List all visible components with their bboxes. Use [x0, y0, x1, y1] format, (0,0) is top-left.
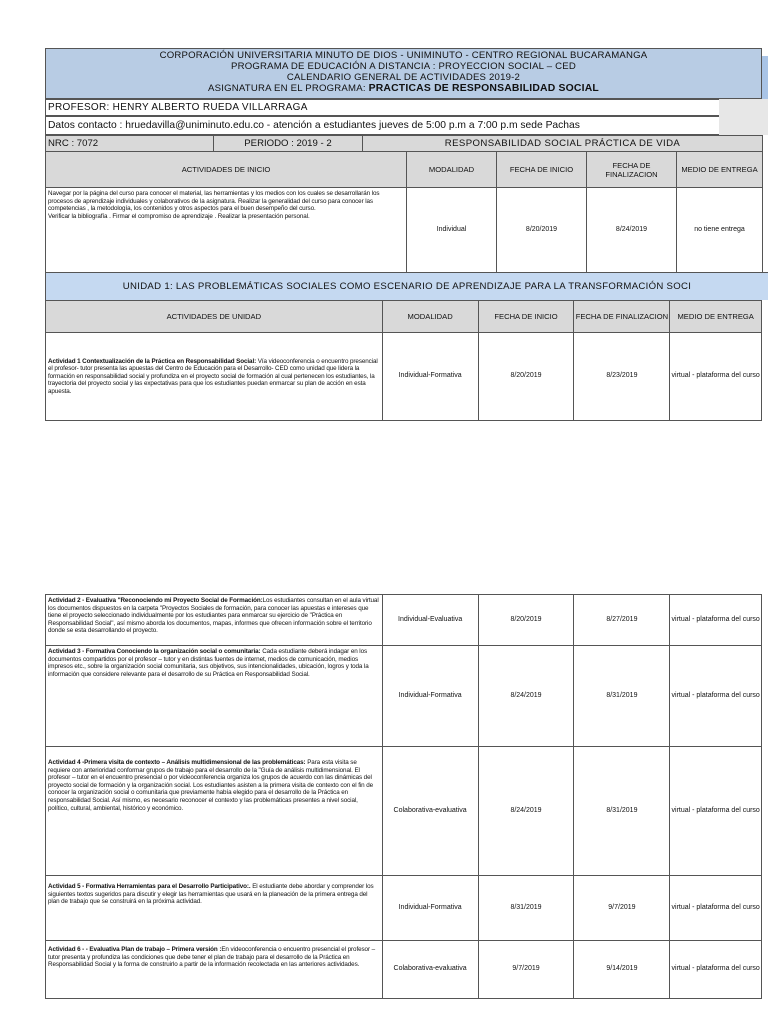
- col-modalidad: MODALIDAD: [382, 301, 478, 333]
- activity-title: Actividad 1 Contextualización de la Práctica en Responsabilidad Social:: [48, 357, 257, 365]
- inicio-medio: no tiene entrega: [677, 188, 763, 273]
- activity-fecha-inicio: 8/20/2019: [478, 595, 574, 646]
- col-fecha-inicio: FECHA DE INICIO: [497, 152, 587, 188]
- col-medio-entrega: MEDIO DE ENTREGA: [677, 152, 763, 188]
- professor-name: PROFESOR: HENRY ALBERTO RUEDA VILLARRAGA: [48, 102, 308, 113]
- activity-title: Actividad 6 - - Evaluativa Plan de trabajo – Primera versión :: [48, 946, 222, 953]
- inicio-fecha-inicio: 8/20/2019: [497, 188, 587, 273]
- professor-row: [45, 99, 768, 116]
- info-row: [46, 136, 763, 152]
- activity-title: Actividad 5 - Formativa Herramientas para el Desarrollo Participativo:.: [48, 883, 251, 890]
- col-fecha-fin: FECHA DE FINALIZACION: [587, 152, 677, 188]
- activity-fecha-fin: 8/23/2019: [574, 333, 670, 421]
- activity-body: El estudiante debe abordar y comprender los siguientes textos sugeridos para discutir y elegir las herramientas que usará en la planeación de la primera entrega del plan de trabajo que se construirá en la próxima actividad.: [48, 883, 374, 906]
- activity-medio: virtual - plataforma del curso: [670, 646, 762, 747]
- activity-description: [46, 646, 383, 747]
- activity-description: [46, 333, 383, 421]
- activity-modalidad: Colaborativa-evaluativa: [382, 747, 478, 876]
- col-medio-entrega: MEDIO DE ENTREGA: [670, 301, 762, 333]
- inicio-modalidad: Individual: [407, 188, 497, 273]
- activities-table: [45, 594, 762, 999]
- contact-row: [45, 116, 768, 135]
- activity-fecha-inicio: 8/24/2019: [478, 646, 574, 747]
- col-actividades-inicio: ACTIVIDADES DE INICIO: [46, 152, 407, 188]
- activity-body: Para esta visita se requiere con anterioridad conformar grupos de trabajo para el desarrollo de la "Guía de análisis multidimensional. El profesor – tutor en el encuentro presencial o por videoconferencia organiza los grupos de acuerdo con las dinámicas del proyecto social de formación y la organización social. Los estudiantes asisten a la primera visita de contexto con el fin de conocer la organización social o comunitaria que previamente había elegido para el desarrollo de la Práctica en responsabilidad Social. Así mismo, es necesario reconocer el contexto y las problemáticas presentes a nivel social, político, cultural, ambiental, histórico y económico.: [48, 759, 374, 812]
- activity-modalidad: Individual-Formativa: [382, 646, 478, 747]
- activity-modalidad: Individual-Formativa: [382, 876, 478, 941]
- course-prefix: ASIGNATURA EN EL PROGRAMA:: [208, 83, 366, 94]
- activity-description: [46, 595, 383, 646]
- activity-fecha-fin: 9/7/2019: [574, 876, 670, 941]
- activity-body: Cada estudiante deberá indagar en los documentos compartidos por el profesor – tutor y en distintas fuentes de internet, medios de comunicación, medios impresos etc., sobre la organización social comunitaria, sus objetivos, sus intencionalidades, ubicación, logros y toda la información que considere relevante para el desarrollo de su Práctica en Responsabilidad Social.: [48, 648, 369, 678]
- col-fecha-fin: FECHA DE FINALIZACION: [574, 301, 670, 333]
- inicio-activity-text: Navegar por la página del curso para conocer el material, las herramientas y los medios con los cuales se desarrollarán los procesos de aprendizaje individuales y colaborativos de la asignatura. Realizar la generalidad del curso para conocer las competencias , la metodología, los contenidos y otros aspectos para el buen desempeño del curso. Verificar la bibliografía . Firmar el compromiso de aprendizaje . Realizar la presentación personal.: [46, 188, 407, 273]
- activity-row: [46, 595, 762, 646]
- activity-medio: virtual - plataforma del curso: [670, 876, 762, 941]
- activity-medio: virtual - plataforma del curso: [670, 941, 762, 999]
- inicio-activity-row: [46, 188, 763, 273]
- inicio-header-row: [46, 152, 763, 188]
- activity-row: [46, 646, 762, 747]
- program-title: PROGRAMA DE EDUCACIÓN A DISTANCIA : PROYECCION SOCIAL – CED: [231, 61, 576, 72]
- activity-title: Actividad 4 -Primera visita de contexto – Análisis multidimensional de las problemáticas:: [48, 759, 306, 766]
- course-name: PRACTICAS DE RESPONSABILIDAD SOCIAL: [368, 83, 599, 94]
- activity-fecha-inicio: 9/7/2019: [478, 941, 574, 999]
- activity-medio: virtual - plataforma del curso: [670, 595, 762, 646]
- document-header: [45, 48, 768, 99]
- col-actividades-unidad: ACTIVIDADES DE UNIDAD: [46, 301, 383, 333]
- activity-body: En videoconferencia o encuentro presencial el profesor – tutor presenta y profundiza las condiciones que debe tener el plan de trabajo para el desarrollo de la Práctica en Responsabilidad Social y la forma de construirlo a partir de la información recolectada en las anteriores actividades.: [48, 946, 375, 969]
- activity-modalidad: Individual-Evaluativa: [382, 595, 478, 646]
- activity-fecha-inicio: 8/31/2019: [478, 876, 574, 941]
- activity-row: [46, 941, 762, 999]
- calendar-title: CALENDARIO GENERAL DE ACTIVIDADES 2019-2: [286, 72, 521, 83]
- activity-row: [46, 876, 762, 941]
- activity-modalidad: Individual-Formativa: [382, 333, 478, 421]
- contact-row-extension: [719, 116, 768, 135]
- activity-description: [46, 876, 383, 941]
- practica-cell: RESPONSABILIDAD SOCIAL PRÁCTICA DE VIDA: [363, 136, 763, 152]
- institution-title: CORPORACIÓN UNIVERSITARIA MINUTO DE DIOS - UNIMINUTO - CENTRO REGIONAL BUCARAMANGA: [159, 50, 648, 61]
- col-modalidad: MODALIDAD: [407, 152, 497, 188]
- unidad-table: [45, 300, 762, 421]
- contact-info: Datos contacto : hruedavilla@uniminuto.edu.co - atención a estudiantes jueves de 5:00 p.m a 7:00 p.m sede Pachas: [48, 120, 580, 131]
- activity-body: Los estudiantes consultan en el aula virtual los documentos dispuestos en la carpeta "Proyectos Sociales de formación, para conocer las apuestas e intereses que tiene el proyecto seleccionado individualmente por los estudiantes para enmarcar su ejercicio de "Práctica en Responsabilidad Social", así mismo aborda los documentos, mapas, informes que ofrecen información sobre el territorio donde se esta desarrollando el proyecto.: [48, 597, 379, 635]
- professor-row-extension: [719, 99, 768, 116]
- activity-title: Actividad 2 - Evaluativa "Reconociendo mi Proyecto Social de Formación:: [48, 597, 263, 604]
- activity-medio: virtual - plataforma del curso: [670, 333, 762, 421]
- activity-description: [46, 941, 383, 999]
- activity-title: Actividad 3 - Formativa Conociendo la organización social o comunitaria:: [48, 648, 261, 655]
- header-lines: [45, 50, 762, 94]
- inicio-fecha-fin: 8/24/2019: [587, 188, 677, 273]
- col-fecha-inicio: FECHA DE INICIO: [478, 301, 574, 333]
- activity-modalidad: Colaborativa-evaluativa: [382, 941, 478, 999]
- activity-fecha-inicio: 8/20/2019: [478, 333, 574, 421]
- activity-row: [46, 747, 762, 876]
- nrc-cell: NRC : 7072: [46, 136, 214, 152]
- periodo-cell: PERIODO : 2019 - 2: [214, 136, 363, 152]
- unidad-title: UNIDAD 1: LAS PROBLEMÁTICAS SOCIALES COMO ESCENARIO DE APRENDIZAJE PARA LA TRANSFORMACIÓN SOCI: [122, 281, 692, 292]
- activity-row: [46, 333, 762, 421]
- activity-fecha-fin: 8/27/2019: [574, 595, 670, 646]
- activity-description: [46, 747, 383, 876]
- unidad-header-row: [46, 301, 762, 333]
- activity-medio: virtual - plataforma del curso: [670, 747, 762, 876]
- unidad-banner: [45, 272, 768, 300]
- activity-fecha-fin: 8/31/2019: [574, 747, 670, 876]
- inicio-table: [45, 135, 763, 273]
- activity-fecha-fin: 8/31/2019: [574, 646, 670, 747]
- course-line: [45, 83, 762, 94]
- activity-fecha-fin: 9/14/2019: [574, 941, 670, 999]
- activity-fecha-inicio: 8/24/2019: [478, 747, 574, 876]
- activity-body: Vía videoconferencia o encuentro presencial el profesor- tutor presenta las apuestas del Centro de Educación para el Desarrollo- CED como unidad que lidera la formación en responsabilidad social y profundiza en el proyecto social de formación al cual pertenecen los estudiantes, la trayectoria del proyecto social y las expectativas para que los estudiantes puedan enmarcar su plan de acción en esta apuesta.: [48, 357, 378, 395]
